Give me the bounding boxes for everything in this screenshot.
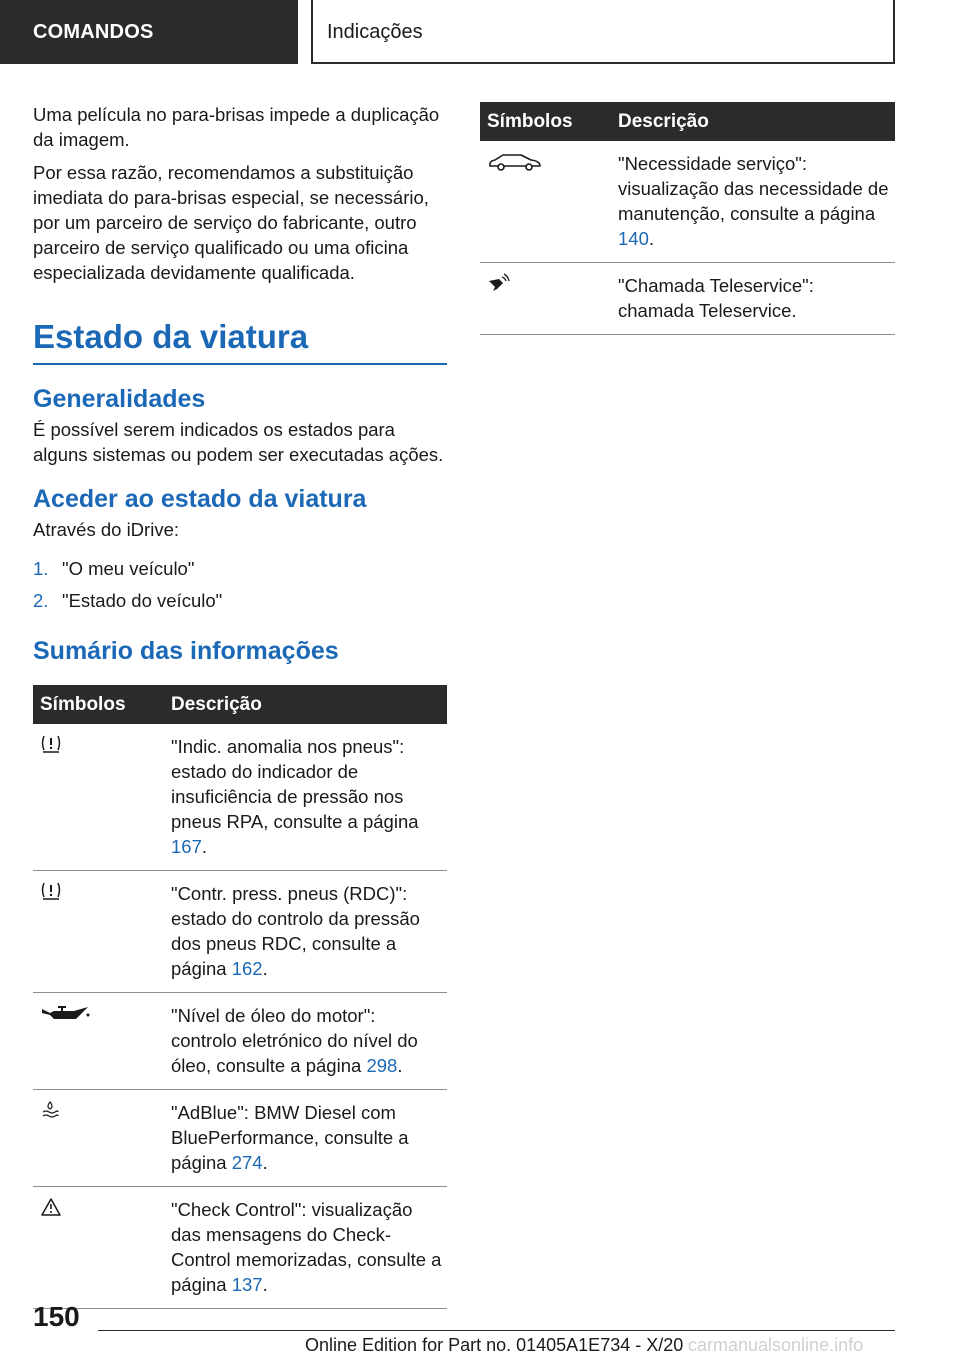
teleservice-icon: [487, 273, 611, 293]
header-chapter: Indicações: [311, 0, 895, 64]
adblue-icon: [40, 1100, 164, 1120]
car-service-icon: [487, 151, 611, 173]
access-text: Através do iDrive:: [33, 519, 179, 540]
col-header-symbols: Símbolos: [33, 685, 164, 724]
symbols-table-right: [480, 102, 895, 335]
table-row: [480, 141, 895, 263]
general-title: Generalidades: [33, 385, 206, 413]
step-number: 1.: [33, 558, 49, 579]
intro-paragraph-1: Uma película no para-brisas impede a duplicação da imagem.: [33, 104, 440, 150]
step-text: "O meu veículo": [62, 558, 195, 579]
row-description: "AdBlue": BMW Diesel com BluePerformance, consulte a página 274.: [164, 1090, 447, 1187]
tire-pressure-warning-icon: [40, 734, 164, 754]
general-text: É possível serem indicados os estados para alguns sistemas ou podem ser executadas ações.: [33, 419, 444, 465]
footer-divider: [98, 1330, 895, 1331]
page-ref-link[interactable]: 137: [231, 1274, 263, 1295]
table-row: [480, 263, 895, 335]
col-header-description: Descrição: [164, 685, 447, 724]
footer-watermark: carmanualsonline.info: [688, 1335, 864, 1355]
row-description: "Contr. press. pneus (RDC)": estado do controlo da pressão dos pneus RDC, consulte a página 162.: [164, 871, 447, 993]
table-row: [33, 993, 447, 1090]
summary-title: Sumário das informações: [33, 637, 339, 665]
symbols-table-left: [33, 685, 447, 1309]
header-section: COMANDOS: [0, 0, 298, 64]
oil-can-icon: [40, 1003, 164, 1025]
page-ref-link[interactable]: 167: [171, 836, 202, 857]
access-title: Aceder ao estado da viatura: [33, 485, 367, 513]
col-header-description: Descrição: [611, 102, 895, 141]
right-column: [480, 102, 895, 335]
warning-triangle-icon: [40, 1197, 164, 1217]
page-ref-link[interactable]: 298: [366, 1055, 398, 1076]
row-description: "Check Control": visualização das mensagens do Check-Control memorizadas, consulte a página 137.: [164, 1187, 447, 1309]
step-text: "Estado do veículo": [62, 590, 223, 611]
page-ref-link[interactable]: 274: [231, 1152, 263, 1173]
steps-list: [33, 556, 447, 613]
row-description: "Indic. anomalia nos pneus": estado do indicador de insuficiência de pressão nos pneus RPA, consulte a página 167.: [164, 724, 447, 871]
list-item: [33, 588, 447, 613]
row-description: "Chamada Teleservice": chamada Teleservice.: [611, 263, 895, 335]
page-ref-link[interactable]: 162: [231, 958, 263, 979]
col-header-symbols: Símbolos: [480, 102, 611, 141]
step-number: 2.: [33, 590, 49, 611]
left-column: [33, 102, 447, 1309]
table-row: [33, 1187, 447, 1309]
row-description: "Nível de óleo do motor": controlo eletrónico do nível do óleo, consulte a página 298.: [164, 993, 447, 1090]
table-row: [33, 1090, 447, 1187]
page-ref-link[interactable]: 140: [618, 228, 649, 249]
table-row: [33, 871, 447, 993]
intro-paragraph-2: Por essa razão, recomendamos a substituição imediata do para-brisas especial, se necessário, por um parceiro de serviço do fabricante, outro parceiro de serviço qualificado ou uma oficina especializada devidamente qualificada.: [33, 162, 429, 283]
section-title: Estado da viatura: [33, 317, 447, 365]
page-number: 150: [33, 1301, 80, 1332]
footer-edition: Online Edition for Part no. 01405A1E734 - X/20: [305, 1335, 684, 1355]
row-description: "Necessidade serviço": visualização das necessidade de manutenção, consulte a página 140.: [611, 141, 895, 263]
list-item: [33, 556, 447, 581]
table-row: [33, 724, 447, 871]
tire-pressure-warning-icon: [40, 881, 164, 901]
